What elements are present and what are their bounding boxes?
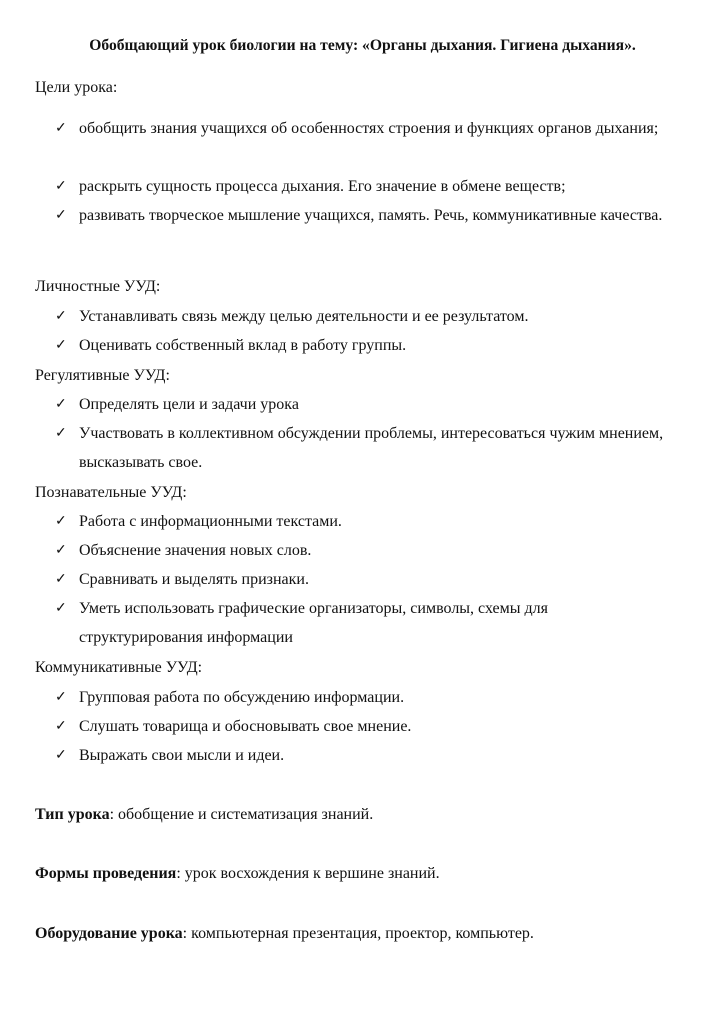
equipment-paragraph bbox=[35, 924, 534, 944]
list-item-text: обобщить знания учащихся об особенностях строения и функциях органов дыхания; bbox=[79, 120, 659, 137]
list-item-text: Участвовать в коллективном обсуждении проблемы, интересоваться чужим мнением, высказывать свое. bbox=[79, 425, 664, 471]
list-item bbox=[55, 419, 675, 477]
regulatory-uud-heading: Регулятивные УУД: bbox=[35, 367, 170, 384]
list-item bbox=[55, 683, 675, 712]
checkmark-icon: ✓ bbox=[55, 179, 67, 194]
forms-label: Формы проведения bbox=[35, 865, 177, 882]
list-item bbox=[55, 302, 675, 331]
list-item-text: Уметь использовать графические организаторы, символы, схемы для структурирования информации bbox=[79, 600, 548, 646]
checkmark-icon: ✓ bbox=[55, 543, 67, 558]
list-item-text: Определять цели и задачи урока bbox=[79, 396, 299, 413]
list-item-text: Сравнивать и выделять признаки. bbox=[79, 571, 309, 588]
goals-heading: Цели урока: bbox=[35, 79, 118, 96]
list-item bbox=[55, 331, 675, 360]
checkmark-icon: ✓ bbox=[55, 748, 67, 763]
personal-uud-heading: Личностные УУД: bbox=[35, 278, 161, 295]
equipment-label: Оборудование урока bbox=[35, 925, 183, 942]
checkmark-icon: ✓ bbox=[55, 208, 67, 223]
list-item-text: развивать творческое мышление учащихся, память. Речь, коммуникативные качества. bbox=[79, 207, 663, 224]
checkmark-icon: ✓ bbox=[55, 338, 67, 353]
list-item bbox=[55, 114, 675, 143]
list-item bbox=[55, 172, 675, 201]
list-item bbox=[55, 741, 675, 770]
forms-value: : урок восхождения к вершине знаний. bbox=[176, 865, 440, 882]
list-item bbox=[55, 565, 675, 594]
communicative-uud-heading: Коммуникативные УУД: bbox=[35, 659, 203, 676]
lesson-type-value: : обобщение и систематизация знаний. bbox=[109, 806, 374, 823]
list-item bbox=[55, 712, 675, 741]
checkmark-icon: ✓ bbox=[55, 121, 67, 136]
checkmark-icon: ✓ bbox=[55, 309, 67, 324]
list-item-text: раскрыть сущность процесса дыхания. Его значение в обмене веществ; bbox=[79, 178, 566, 195]
list-item bbox=[55, 390, 675, 419]
cognitive-uud-heading: Познавательные УУД: bbox=[35, 484, 187, 501]
list-item-text: Работа с информационными текстами. bbox=[79, 513, 342, 530]
checkmark-icon: ✓ bbox=[55, 426, 67, 441]
lesson-type-paragraph bbox=[35, 805, 373, 825]
checkmark-icon: ✓ bbox=[55, 397, 67, 412]
checkmark-icon: ✓ bbox=[55, 572, 67, 587]
list-item-text: Выражать свои мысли и идеи. bbox=[79, 747, 285, 764]
list-item bbox=[55, 536, 675, 565]
checkmark-icon: ✓ bbox=[55, 601, 67, 616]
list-item-text: Групповая работа по обсуждению информации. bbox=[79, 689, 405, 706]
checkmark-icon: ✓ bbox=[55, 690, 67, 705]
equipment-value: : компьютерная презентация, проектор, компьютер. bbox=[182, 925, 534, 942]
list-item bbox=[55, 507, 675, 536]
forms-paragraph bbox=[35, 864, 440, 884]
page-title: Обобщающий урок биологии на тему: «Органы дыхания. Гигиена дыхания». bbox=[89, 37, 636, 54]
list-item-text: Устанавливать связь между целью деятельности и ее результатом. bbox=[79, 308, 529, 325]
lesson-type-label: Тип урока bbox=[35, 806, 110, 823]
checkmark-icon: ✓ bbox=[55, 719, 67, 734]
checkmark-icon: ✓ bbox=[55, 514, 67, 529]
list-item bbox=[55, 201, 675, 230]
list-item-text: Слушать товарища и обосновывать свое мнение. bbox=[79, 718, 412, 735]
list-item-text: Объяснение значения новых слов. bbox=[79, 542, 312, 559]
list-item-text: Оценивать собственный вклад в работу группы. bbox=[79, 337, 407, 354]
list-item bbox=[55, 594, 675, 652]
